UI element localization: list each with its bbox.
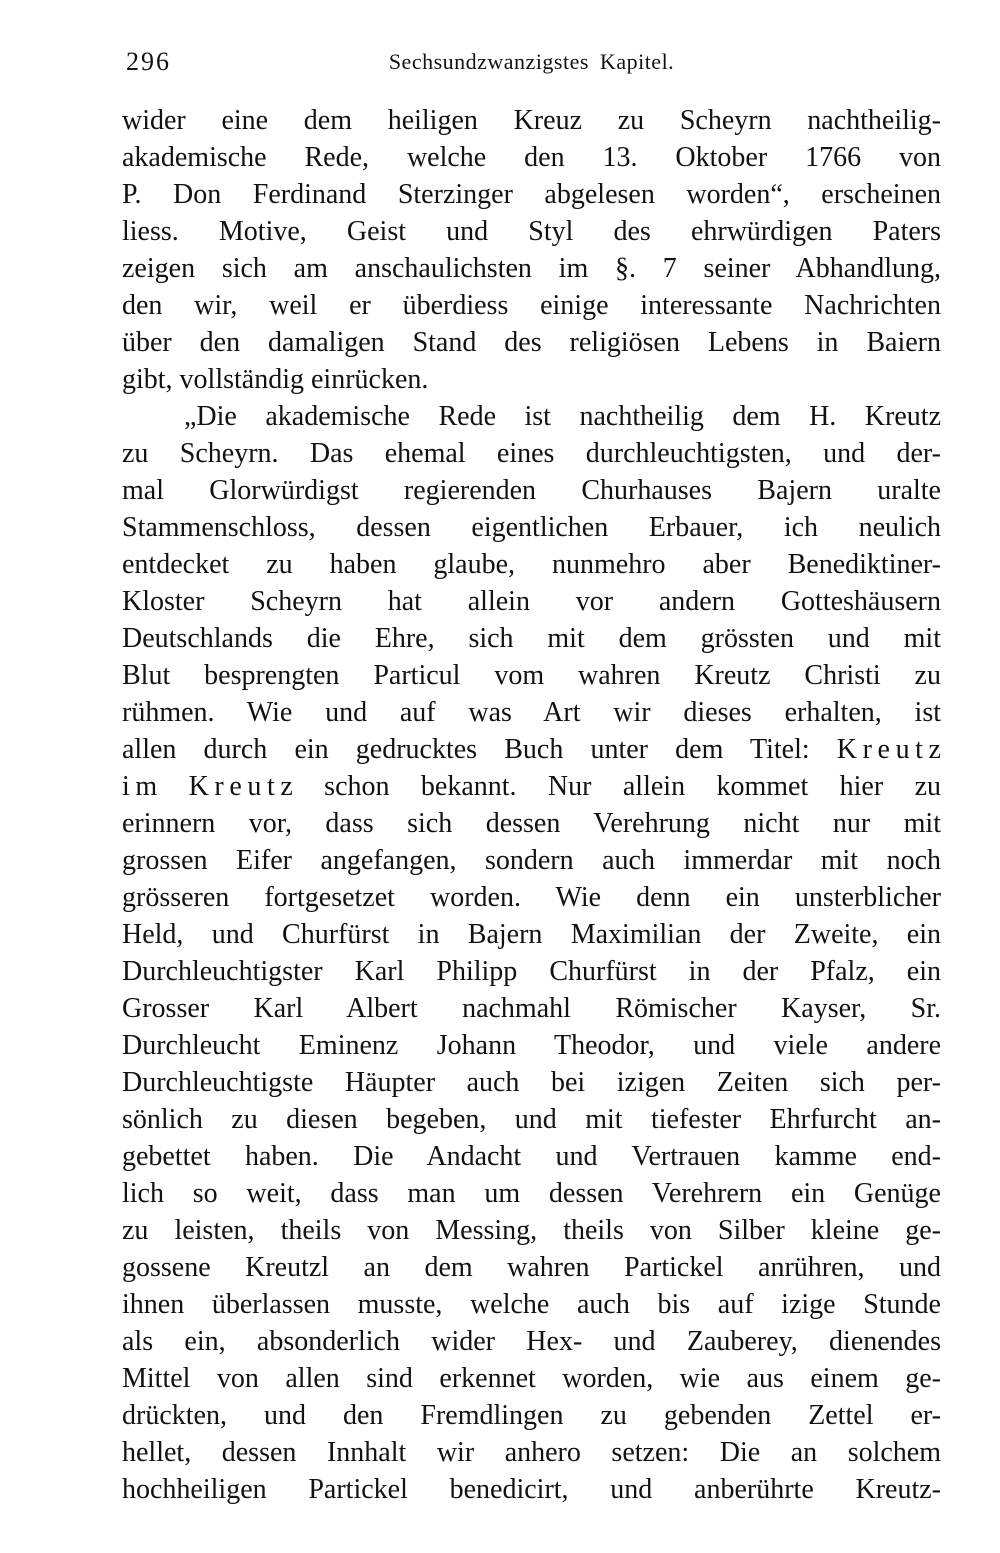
text-block [122,102,941,1508]
text-line: den wir, weil er überdiess einige interessante Nachrichten [122,290,941,321]
text-line: liess. Motive, Geist und Styl des ehrwürdigen Paters [122,216,941,247]
chapter-title: Sechsundzwanzigstes Kapitel. [388,49,675,74]
text-line: grösseren fortgesetzet worden. Wie denn ein unsterblicher [122,882,941,913]
text-line: P. Don Ferdinand Sterzinger abgelesen worden“, erscheinen [122,179,941,210]
text-line: hochheiligen Partickel benedicirt, und anberührte Kreutz- [122,1474,941,1505]
text-line: gebettet haben. Die Andacht und Vertrauen kamme end- [122,1141,941,1172]
text-line: zeigen sich am anschaulichsten im §. 7 seiner Abhandlung, [122,253,941,284]
text-line: ihnen überlassen musste, welche auch bis auf izige Stunde [122,1289,941,1320]
text-line: grossen Eifer angefangen, sondern auch immerdar mit noch [122,845,941,876]
text-line: gibt, vollständig einrücken. [122,364,429,395]
text-line: entdecket zu haben glaube, nunmehro aber Benediktiner- [122,549,941,580]
page-header [122,46,941,80]
text-line: akademische Rede, welche den 13. Oktober 1766 von [122,142,941,173]
text-line: mal Glorwürdigst regierenden Churhauses Bajern uralte [122,475,941,506]
text-line: zu Scheyrn. Das ehemal eines durchleuchtigsten, und der- [122,438,941,469]
text-line: rühmen. Wie und auf was Art wir dieses erhalten, ist [122,697,941,728]
text-line: Held, und Churfürst in Bajern Maximilian der Zweite, ein [122,919,941,950]
text-line: sönlich zu diesen begeben, und mit tiefester Ehrfurcht an- [122,1104,941,1135]
text-line: allen durch ein gedrucktes Buch unter dem Titel: K r e u t z [122,734,941,765]
text-line: über den damaligen Stand des religiösen Lebens in Baiern [122,327,941,358]
text-line: gossene Kreutzl an dem wahren Partickel anrühren, und [122,1252,941,1283]
text-line: als ein, absonderlich wider Hex- und Zauberey, dienendes [122,1326,941,1357]
text-line: Stammenschloss, dessen eigentlichen Erbauer, ich neulich [122,512,941,543]
text-line: erinnern vor, dass sich dessen Verehrung nicht nur mit [122,808,941,839]
text-line: wider eine dem heiligen Kreuz zu Scheyrn nachtheilig- [122,105,941,136]
text-line: Grosser Karl Albert nachmahl Römischer Kayser, Sr. [122,993,941,1024]
text-line: drückten, und den Fremdlingen zu gebenden Zettel er- [122,1400,941,1431]
text-line: Kloster Scheyrn hat allein vor andern Gotteshäusern [122,586,941,617]
text-line: hellet, dessen Innhalt wir anhero setzen: Die an solchem [122,1437,941,1468]
text-line: zu leisten, theils von Messing, theils von Silber kleine ge- [122,1215,941,1246]
page-number: 296 [126,47,171,76]
text-line: Mittel von allen sind erkennet worden, wie aus einem ge- [122,1363,941,1394]
text-line: „Die akademische Rede ist nachtheilig dem H. Kreutz [184,401,941,432]
text-line: i m K r e u t z schon bekannt. Nur allein kommet hier zu [122,771,941,802]
text-line: Blut besprengten Particul vom wahren Kreutz Christi zu [122,660,941,691]
text-line: Durchleuchtigste Häupter auch bei izigen Zeiten sich per- [122,1067,941,1098]
text-line: Deutschlands die Ehre, sich mit dem grössten und mit [122,623,941,654]
text-line: Durchleucht Eminenz Johann Theodor, und viele andere [122,1030,941,1061]
text-line: lich so weit, dass man um dessen Verehrern ein Genüge [122,1178,941,1209]
text-line: Durchleuchtigster Karl Philipp Churfürst in der Pfalz, ein [122,956,941,987]
